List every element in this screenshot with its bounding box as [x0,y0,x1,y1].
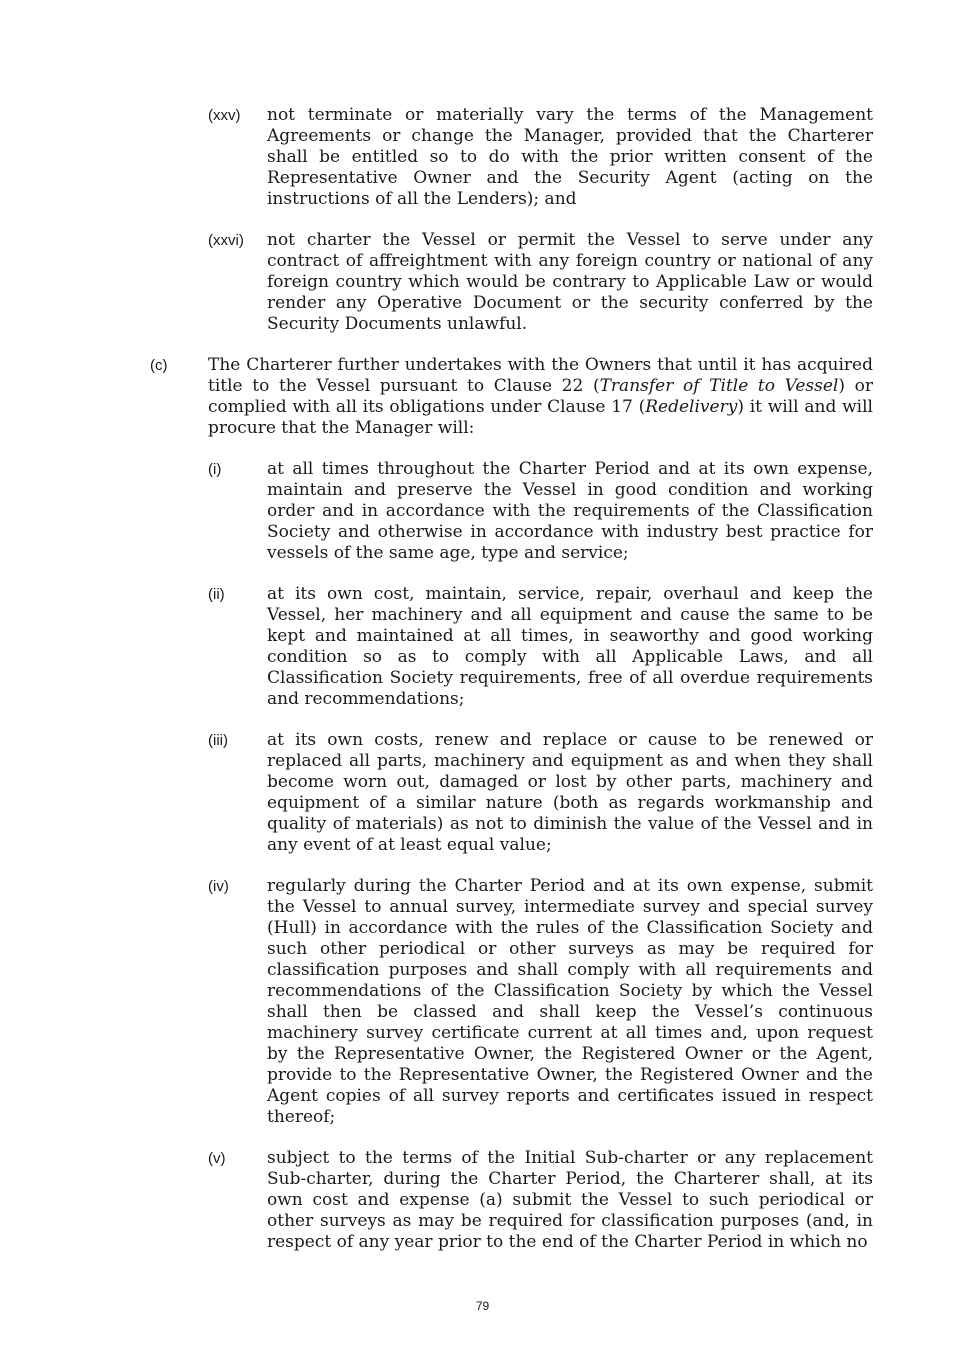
clause-label: (xxvi) [208,232,244,249]
text-segment: ) it will and will procure that the Manager will: [208,397,873,438]
italic-reference: Redelivery [645,397,738,417]
clause-label: (i) [208,461,222,478]
clause-v [208,1148,873,1253]
clause-text [208,355,873,439]
page-number: 79 [475,1299,490,1313]
italic-reference: Transfer of Title to Vessel [599,376,839,396]
clause-c [150,355,873,439]
clause-text: not terminate or materially vary the terms of the Management Agreements or change the Manager, provided that the Charterer shall be entitled so to do with the prior written consent of the Representative Owner and the Security Agent (acting on the instructions of all the Lenders); and [267,105,873,209]
clause-xxv [208,105,873,210]
clause-text: not charter the Vessel or permit the Vessel to serve under any contract of affreightment with any foreign country or national of any foreign country which would be contrary to Applicable Law or would render any Operative Document or the security conferred by the Security Documents unlawful. [267,230,873,334]
clause-label: (c) [150,357,168,374]
clause-label: (iv) [208,878,229,895]
clause-text: subject to the terms of the Initial Sub-charter or any replacement Sub-charter, during the Charter Period, the Charterer shall, at its own cost and expense (a) submit the Vessel to such periodical or other surveys as may be required for classification purposes (and, in respect of any year prior to the end of the Charter Period in which no [267,1148,873,1252]
text-segment: The Charterer further undertakes with the Owners that until it has acquired title to the Vessel pursuant to Clause 22 ( [208,355,873,396]
clause-text: at its own costs, renew and replace or cause to be renewed or replaced all parts, machinery and equipment as and when they shall become worn out, damaged or lost by other parts, machinery and equipment of a similar nature (both as regards workmanship and quality of materials) as not to diminish the value of the Vessel and in any event of at least equal value; [267,730,873,855]
clause-iv [208,876,873,1128]
clause-label: (v) [208,1150,226,1167]
clause-text: at all times throughout the Charter Period and at its own expense, maintain and preserve the Vessel in good condition and working order and in accordance with the requirements of the Classification Society and otherwise in accordance with industry best practice for vessels of the same age, type and service; [267,459,873,563]
clause-text: at its own cost, maintain, service, repair, overhaul and keep the Vessel, her machinery and all equipment and cause the same to be kept and maintained at all times, in seaworthy and good working condition so as to comply with all Applicable Laws, and all Classification Society requirements, free of all overdue requirements and recommendations; [267,584,873,709]
text-segment: ) or complied with all its obligations under Clause 17 ( [208,376,873,417]
clause-xxvi [208,230,873,335]
clause-label: (xxv) [208,107,241,124]
clause-label: (ii) [208,586,225,603]
clause-text: regularly during the Charter Period and at its own expense, submit the Vessel to annual survey, intermediate survey and special survey (Hull) in accordance with the rules of the Classification Society and such other periodical or other surveys as may be required for classification purposes and shall comply with all requirements and recommendations of the Classification Society by which the Vessel shall then be classed and shall keep the Vessel’s continuous machinery survey certificate current at all times and, upon request by the Representative Owner, the Registered Owner or the Agent, provide to the Representative Owner, the Registered Owner and the Agent copies of all survey reports and certificates issued in respect thereof; [267,876,873,1127]
clause-iii [208,730,873,856]
clause-i [208,459,873,564]
clause-label: (iii) [208,732,228,749]
clause-ii [208,584,873,710]
